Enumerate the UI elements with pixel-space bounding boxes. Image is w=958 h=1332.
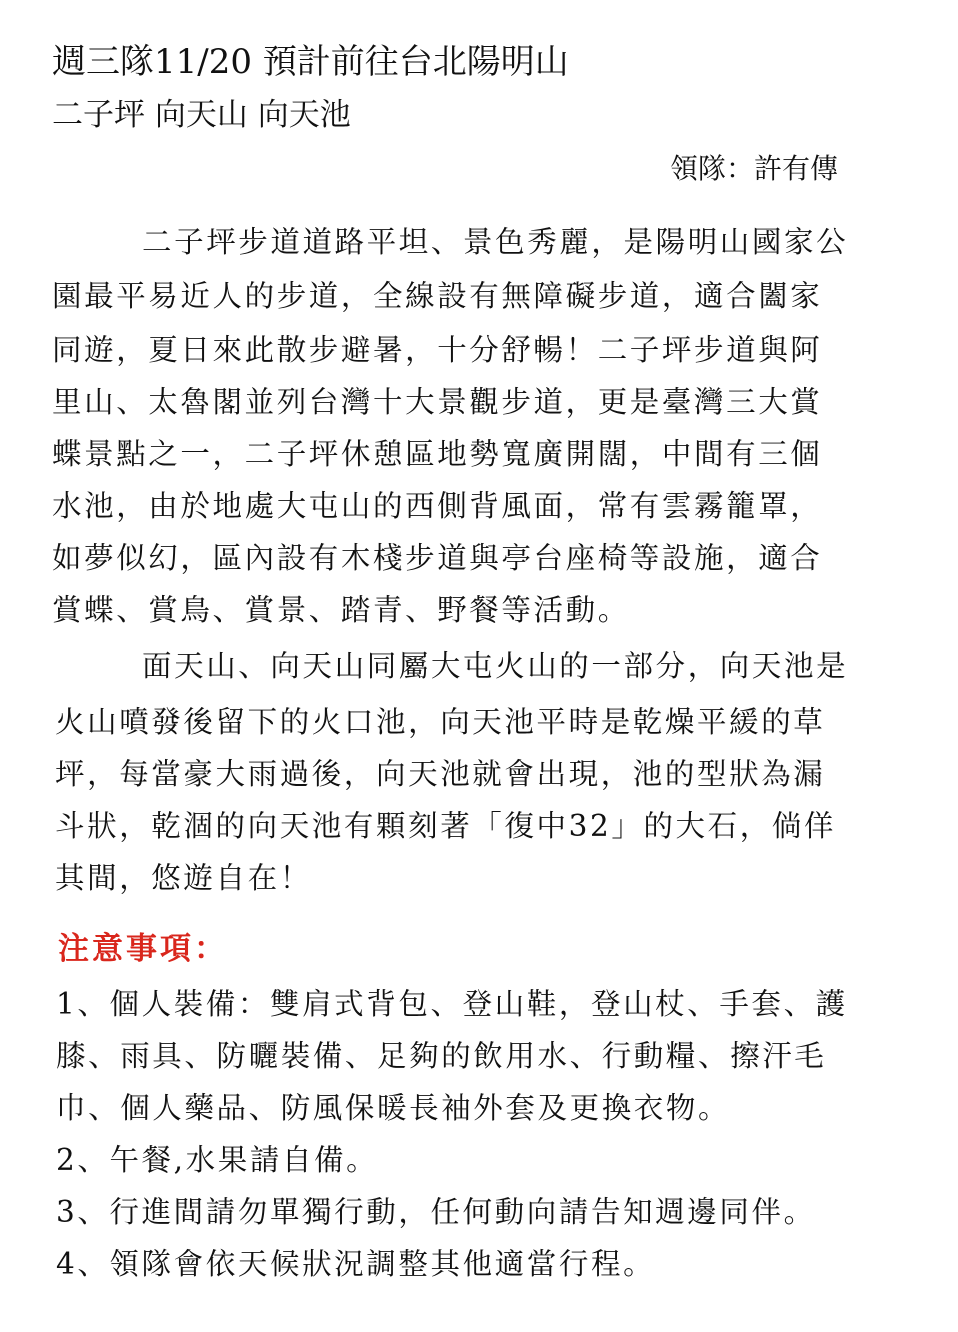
paragraph-one-line: 賞蝶、賞鳥、賞景、踏青、野餐等活動。 — [52, 593, 630, 627]
notice-line: 1、個人裝備：雙肩式背包、登山鞋，登山杖、手套、護 — [56, 987, 848, 1021]
paragraph-one-line: 二子坪步道道路平坦、景色秀麗，是陽明山國家公 — [142, 225, 849, 259]
page-title: 週三隊11/20 預計前往台北陽明山 — [52, 42, 569, 82]
page-subtitle: 二子坪 向天山 向天池 — [52, 97, 351, 133]
notice-line: 膝、雨具、防曬裝備、足夠的飲用水、行動糧、擦汗毛 — [56, 1039, 827, 1073]
leader-name: 領隊：許有傳 — [670, 152, 839, 185]
paragraph-one-line: 園最平易近人的步道，全線設有無障礙步道，適合闔家 — [52, 279, 823, 313]
paragraph-one-line: 里山、太魯閣並列台灣十大景觀步道，更是臺灣三大賞 — [52, 385, 823, 419]
notice-line: 2、午餐,水果請自備。 — [56, 1143, 379, 1177]
notice-heading: 注意事項： — [58, 931, 228, 967]
notice-line: 巾、個人藥品、防風保暖長袖外套及更換衣物。 — [56, 1091, 731, 1125]
paragraph-two-line: 其間，悠遊自在！ — [55, 861, 312, 895]
paragraph-two-line: 斗狀，乾涸的向天池有顆刻著「復中32」的大石，倘佯 — [55, 809, 837, 843]
notice-line: 3、行進間請勿單獨行動，任何動向請告知週邊同伴。 — [56, 1195, 816, 1229]
notice-line: 4、領隊會依天候狀況調整其他適當行程。 — [56, 1247, 656, 1281]
paragraph-one-line: 如夢似幻，區內設有木棧步道與亭台座椅等設施，適合 — [52, 541, 823, 575]
paragraph-one-line: 同遊，夏日來此散步避暑，十分舒暢！二子坪步道與阿 — [52, 333, 823, 367]
paragraph-one-line: 蝶景點之一，二子坪休憩區地勢寬廣開闊，中間有三個 — [52, 437, 823, 471]
paragraph-two-line: 面天山、向天山同屬大屯火山的一部分，向天池是 — [142, 649, 849, 683]
paragraph-one-line: 水池，由於地處大屯山的西側背風面，常有雲霧籠罩， — [52, 489, 823, 523]
paragraph-two-line: 火山噴發後留下的火口池，向天池平時是乾燥平緩的草 — [55, 705, 826, 739]
paragraph-two-line: 坪，每當豪大雨過後，向天池就會出現，池的型狀為漏 — [55, 757, 826, 791]
